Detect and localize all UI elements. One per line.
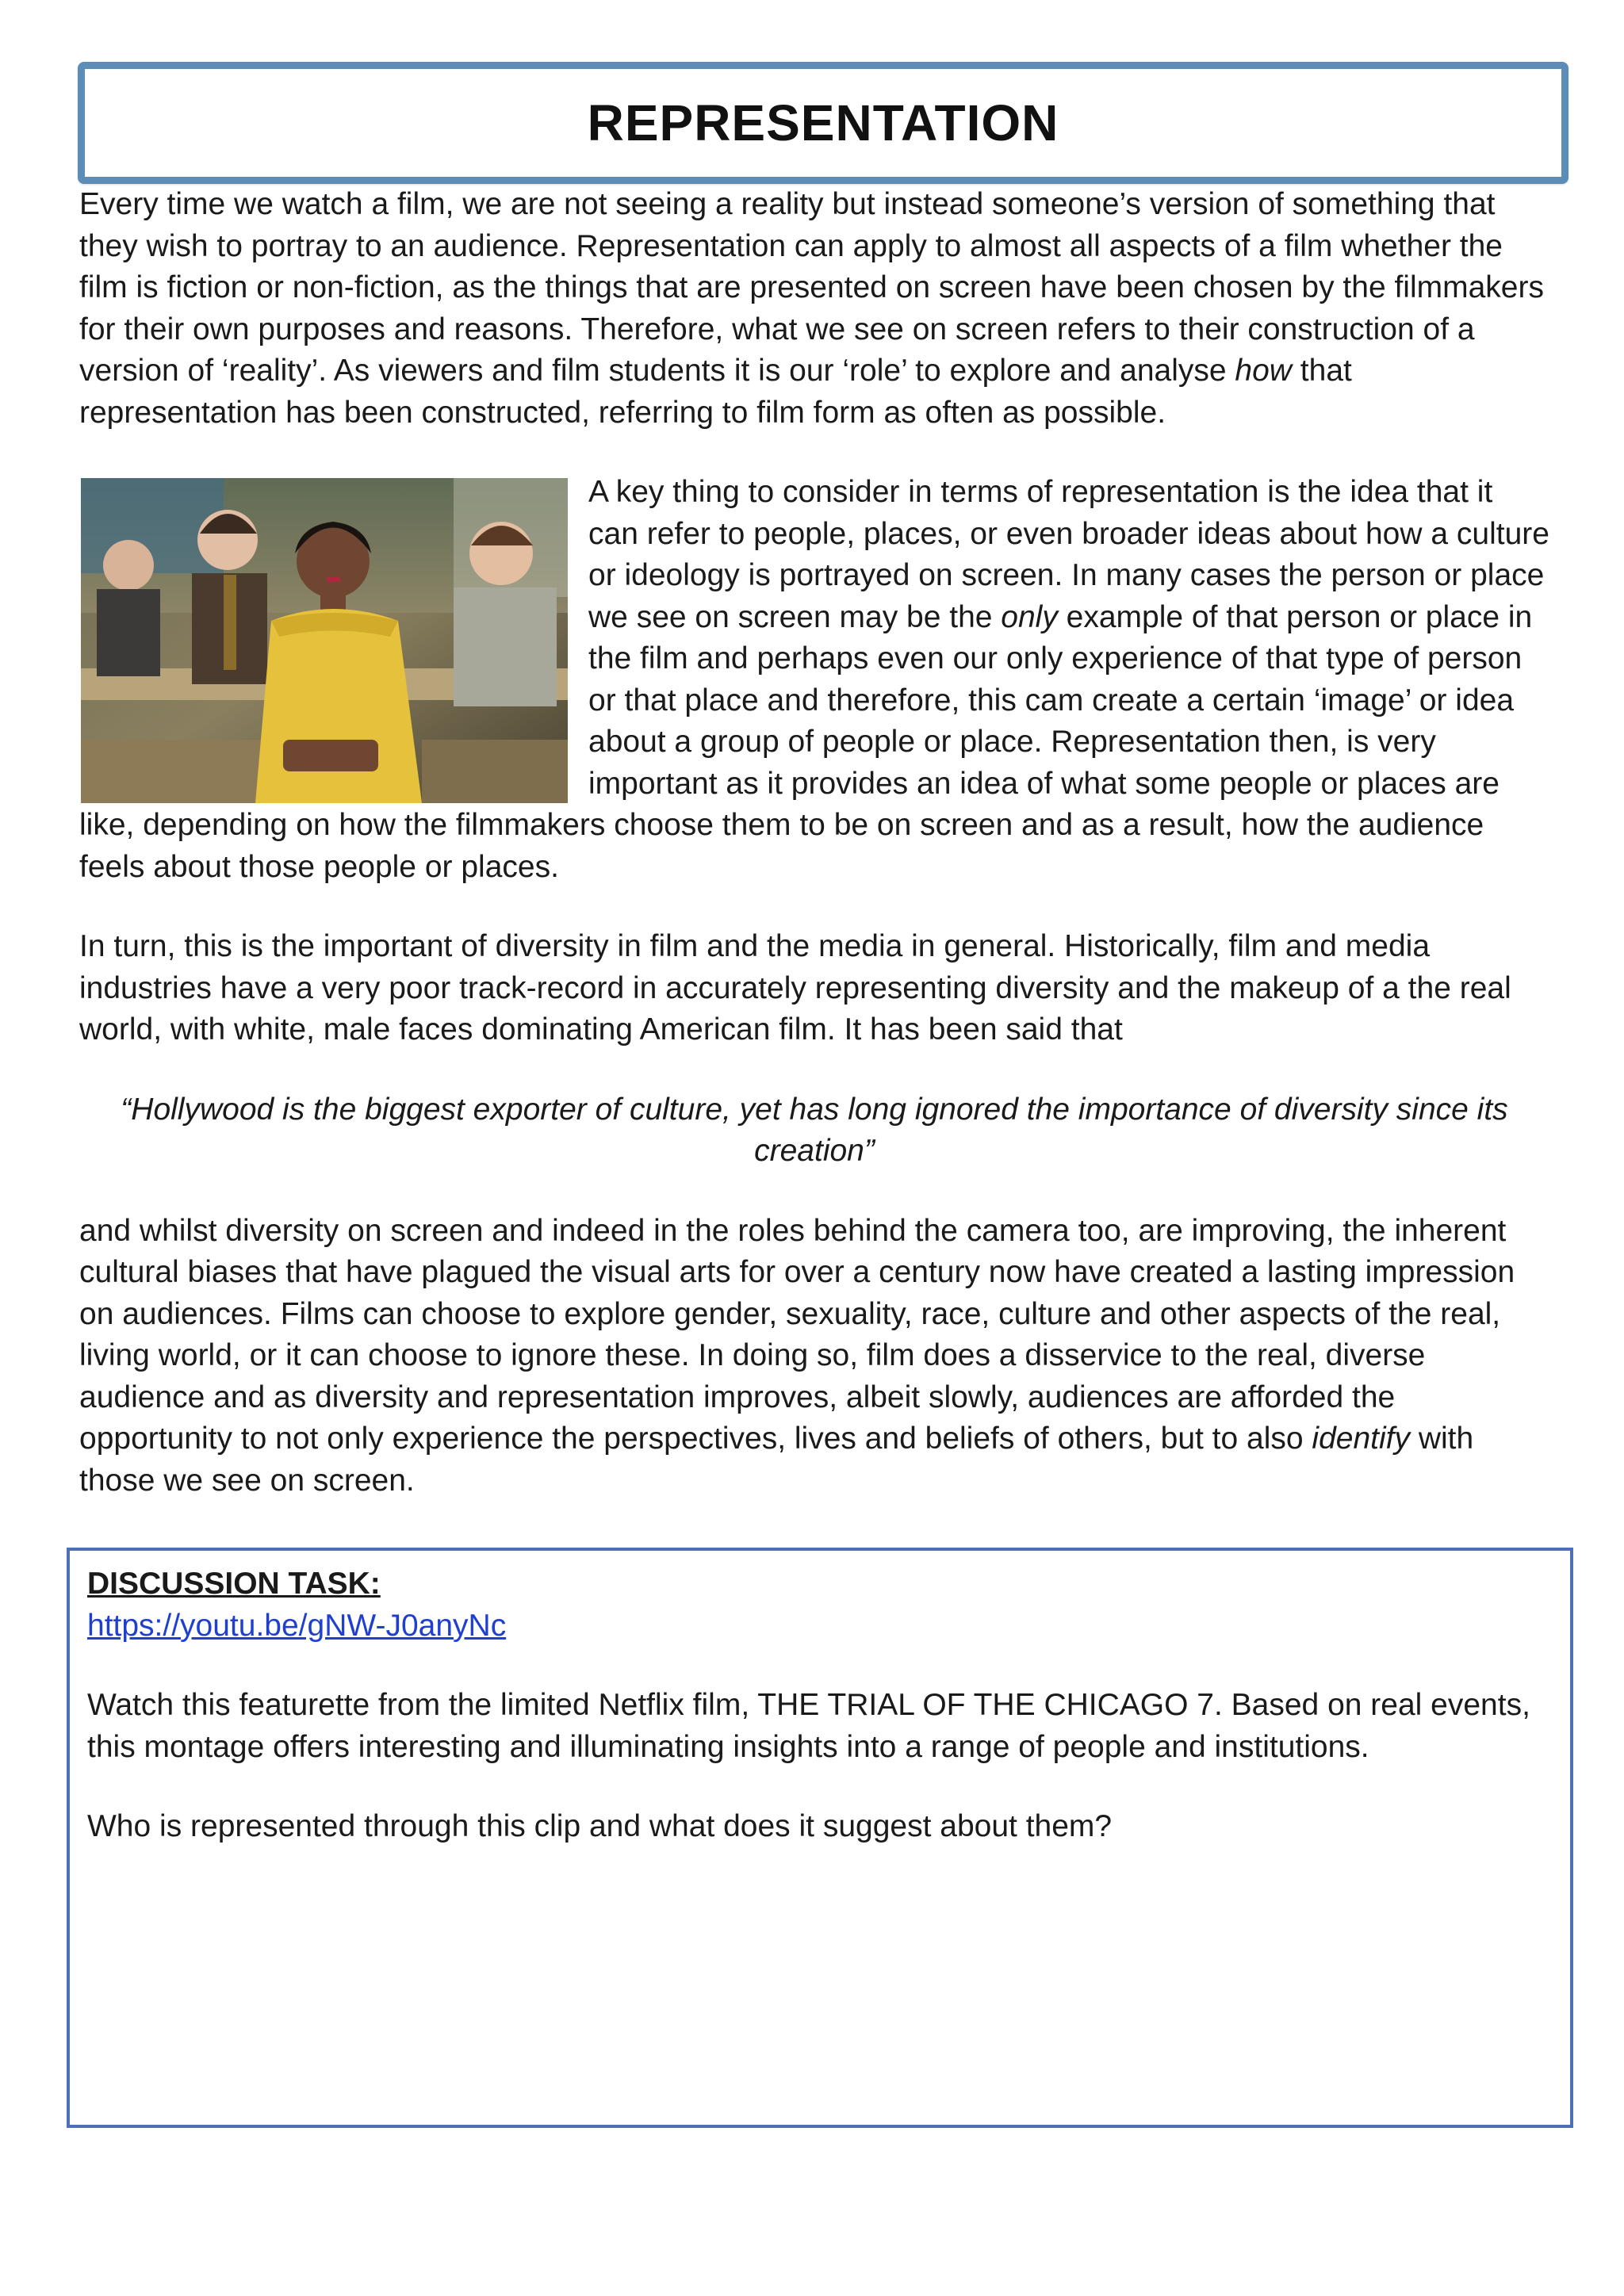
intro-text-end: that representation has been constructed, referring to film form as often as possible. <box>79 354 1352 430</box>
fourth-paragraph <box>79 1211 1549 1502</box>
video-link[interactable]: https://youtu.be/gNW-J0anyNc <box>87 1608 507 1643</box>
page-title: REPRESENTATION <box>587 94 1059 151</box>
third-paragraph: In turn, this is the important of diversity in film and the media in general. Historically, film and media industries have a very poor track-record in accurately representing diversity and the makeup of a the real world, with white, male faces dominating American film. It has been said that <box>79 929 1511 1047</box>
intro-emphasis: how <box>1235 354 1292 388</box>
hollywood-quote: “Hollywood is the biggest exporter of culture, yet has long ignored the importance of diversity since its creation” <box>121 1092 1508 1168</box>
second-text: A key thing to consider in terms of representation is the idea that it can refer to people, places, or even broader ideas about how a culture or ideology is portrayed on screen. In many cases the person or place we see on screen may be the <box>588 475 1549 634</box>
second-text-end: example of that person or place in the film and perhaps even our only experience of that type of person or that place and therefore, this cam create a certain ‘image’ or idea about a group of people or place. Representation then, is very important as it provides an idea of what some people or places are like, depending on how the filmmakers choose them to be on screen and as a result, how the audience feels about those people or places. <box>79 599 1533 884</box>
spacer <box>79 434 1549 472</box>
film-still-image <box>81 478 568 803</box>
task-question: Who is represented through this clip and what does it suggest about them? <box>87 1809 1113 1843</box>
spacer <box>79 888 1549 926</box>
spacer <box>87 1647 1553 1685</box>
second-emphasis: only <box>1001 599 1058 634</box>
task-description: Watch this featurette from the limited Netflix film, THE TRIAL OF THE CHICAGO 7. Based on real events, this montage offers interesting and illuminating insights into a range of people and institutions. <box>87 1688 1530 1764</box>
main-content <box>79 184 1549 1502</box>
intro-paragraph <box>79 184 1549 434</box>
intro-text: Every time we watch a film, we are not seeing a reality but instead someone’s version of something that they wish to portray to an audience. Representation can apply to almost all aspects of a film whether the film is fiction or non-fiction, as the things that are presented on screen have been chosen by the filmmakers for their own purposes and reasons. Therefore, what we see on screen refers to their construction of a version of ‘reality’. As viewers and film students it is our ‘role’ to explore and analyse <box>79 187 1544 388</box>
title-box <box>78 62 1568 184</box>
fourth-text: and whilst diversity on screen and indeed in the roles behind the camera too, are improving, the inherent cultural biases that have plagued the visual arts for over a century now have created a lasting impression on audiences. Films can choose to explore gender, sexuality, race, culture and other aspects of the real, living world, or it can choose to ignore these. In doing so, film does a disservice to the real, diverse audience and as diversity and representation improves, albeit slowly, audiences are afforded the opportunity to not only experience the perspectives, lives and beliefs of others, but to also <box>79 1213 1515 1456</box>
fourth-text-end: with those we see on screen. <box>79 1422 1474 1498</box>
fourth-emphasis: identify <box>1312 1422 1410 1456</box>
spacer <box>87 1768 1553 1806</box>
task-heading: DISCUSSION TASK: <box>87 1567 381 1601</box>
spacer <box>79 1051 1549 1089</box>
discussion-task-box <box>67 1548 1573 2128</box>
spacer <box>79 1173 1549 1211</box>
